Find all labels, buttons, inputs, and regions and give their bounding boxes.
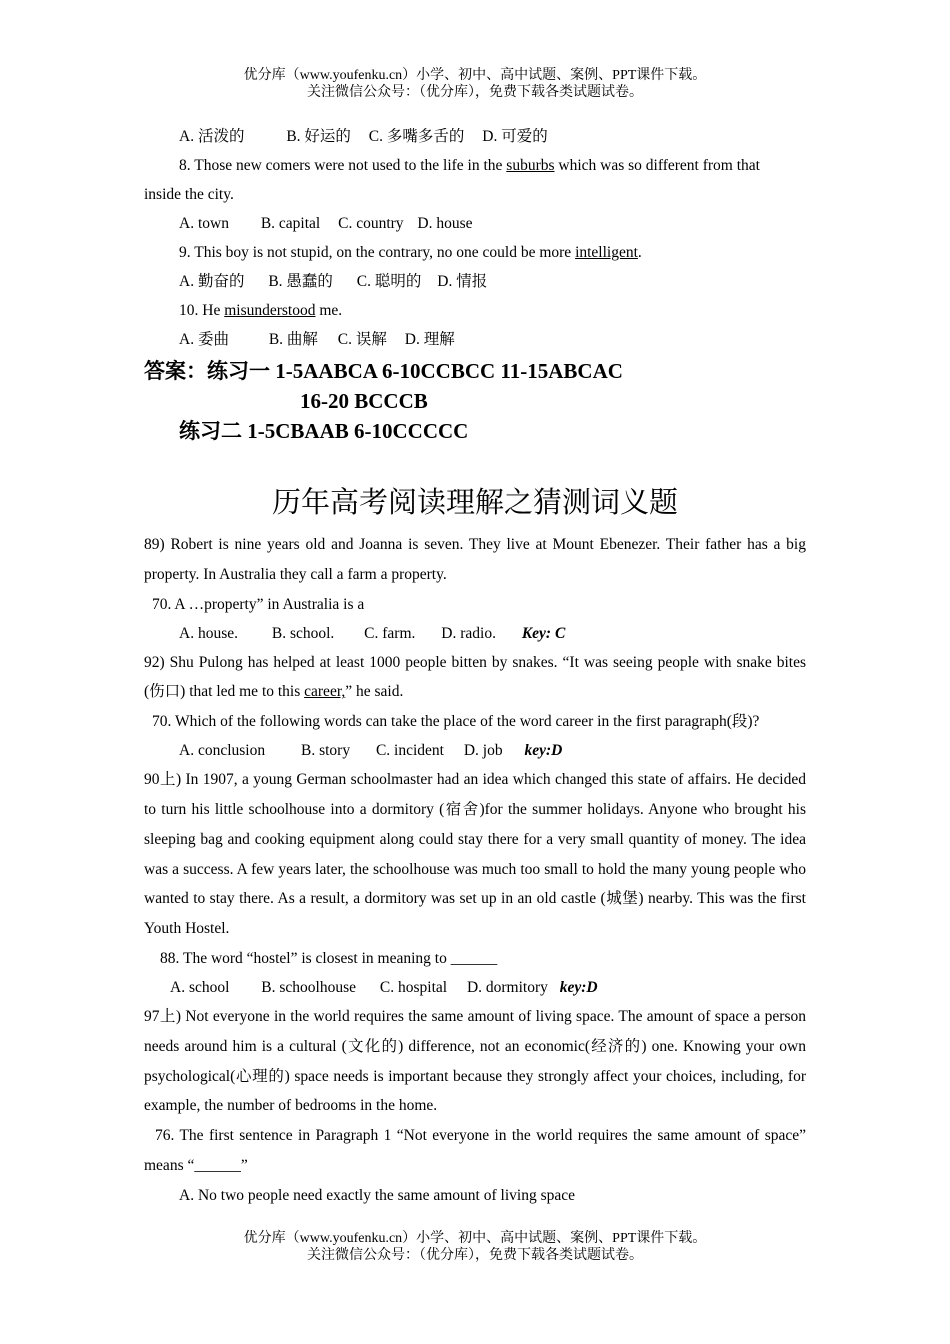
p92-option-a: A. conclusion bbox=[179, 742, 266, 760]
q10-option-d: D. 理解 bbox=[404, 331, 455, 348]
q10-text-pre: 10. He bbox=[179, 302, 225, 319]
document-body bbox=[144, 122, 806, 1210]
section-title: 历年高考阅读理解之猜测词义题 bbox=[271, 485, 678, 519]
q8-option-a: A. town bbox=[179, 215, 229, 232]
q8-option-c: C. country bbox=[338, 215, 404, 232]
footer-line-1: 优分库（www.youfenku.cn）小学、初中、高中试题、案例、PPT课件下载。 bbox=[243, 1231, 707, 1246]
p90-answer-key: key:D bbox=[559, 978, 598, 996]
q9-stem bbox=[144, 238, 806, 267]
q9-option-b: B. 愚蠢的 bbox=[268, 273, 333, 290]
q10-text-post: me. bbox=[315, 302, 343, 319]
passage-90: 90上) In 1907, a young German schoolmaster had an idea which changed this state of affairs. He decided to turn his little schoolhouse into a dormitory (宿舍)for the summer holidays. Anyone who brought his sleeping bag and cooking equipment along could stay there for a very small quantity of money. The idea was a success. A few years later, the schoolhouse was much too small to hold the many young people who wanted to stay there. As a result, a dormitory was set up in an old castle (城堡) nearby. This was the first Youth Hostel. bbox=[144, 771, 806, 938]
passage-97-question: 76. The first sentence in Paragraph 1 “Not everyone in the world requires the same amount of space” means “______” bbox=[144, 1127, 806, 1174]
q8-option-d: D. house bbox=[417, 215, 473, 232]
q9-underlined-word: intelligent bbox=[575, 244, 638, 261]
q8-text-pre: 8. Those new comers were not used to the life in the bbox=[179, 157, 507, 174]
passage-89-question: 70. A …property” in Australia is a bbox=[152, 595, 365, 613]
q8-stem bbox=[144, 151, 806, 180]
p90-option-d: D. dormitory bbox=[466, 978, 548, 996]
p89-option-c: C. farm. bbox=[364, 624, 416, 642]
q10-options bbox=[144, 325, 806, 354]
q9-option-d: D. 情报 bbox=[437, 273, 488, 290]
passage-92 bbox=[144, 648, 806, 708]
q7-option-b: B. 好运的 bbox=[286, 128, 351, 145]
p92-text-pre: 92) Shu Pulong has helped at least 1000 people bitten by snakes. “It was seeing people with snake bites (伤口) that led me to this bbox=[144, 653, 806, 701]
answers-line-3: 练习二 1-5CBAAB 6-10CCCCC bbox=[179, 419, 469, 443]
q10-underlined-word: misunderstood bbox=[224, 302, 316, 319]
q7-options bbox=[144, 122, 806, 151]
passage-89-options bbox=[144, 619, 806, 648]
p92-option-d: D. job bbox=[463, 742, 503, 760]
header-line-1: 优分库（www.youfenku.cn）小学、初中、高中试题、案例、PPT课件下载。 bbox=[243, 68, 707, 83]
passage-92-question: 70. Which of the following words can take the place of the word career in the first paragraph(段)? bbox=[152, 713, 760, 731]
p90-option-c: C. hospital bbox=[379, 978, 448, 996]
p89-option-b: B. school. bbox=[271, 624, 335, 642]
q7-option-c: C. 多嘴多舌的 bbox=[368, 128, 465, 145]
q8-options bbox=[144, 209, 806, 238]
passage-92-options bbox=[144, 736, 806, 765]
q7-option-d: D. 可爱的 bbox=[482, 128, 548, 145]
p89-option-a: A. house. bbox=[179, 624, 238, 642]
p92-answer-key: key:D bbox=[524, 742, 563, 760]
passage-97-option-a: A. No two people need exactly the same amount of living space bbox=[179, 1186, 575, 1204]
q8-text-post: which was so different from that bbox=[554, 157, 760, 174]
passage-89: 89) Robert is nine years old and Joanna is seven. They live at Mount Ebenezer. Their father has a big property. In Australia they call a farm a property. bbox=[144, 536, 806, 583]
q9-text-pre: 9. This boy is not stupid, on the contrary, no one could be more bbox=[179, 244, 576, 261]
p89-answer-key: Key: C bbox=[521, 624, 566, 642]
p92-option-b: B. story bbox=[300, 742, 351, 760]
footer-line-2: 关注微信公众号：（优分库），免费下载各类试题试卷。 bbox=[307, 1248, 643, 1263]
q9-option-a: A. 勤奋的 bbox=[179, 273, 245, 290]
q10-option-b: B. 曲解 bbox=[268, 331, 318, 348]
passage-90-options bbox=[144, 973, 806, 1002]
answers-line-1: 答案：练习一 1-5AABCA 6-10CCBCC 11-15ABCAC bbox=[144, 359, 623, 383]
p92-text-post: ” he said. bbox=[345, 683, 404, 701]
q8-stem-cont: inside the city. bbox=[144, 186, 234, 203]
p90-option-b: B. schoolhouse bbox=[261, 978, 357, 996]
q8-option-b: B. capital bbox=[260, 215, 321, 232]
passage-97: 97上) Not everyone in the world requires the same amount of living space. The amount of space a person needs around him is a cultural (文化的) difference, not an economic(经济的) one. Knowing your own psychological(心理的) space needs is important because they strongly affect your choices, including, for example, the number of bedrooms in the home. bbox=[144, 1007, 806, 1115]
p89-option-d: D. radio. bbox=[441, 624, 496, 642]
p92-underlined-word: career, bbox=[304, 683, 346, 701]
q7-option-a: A. 活泼的 bbox=[179, 128, 245, 145]
passage-90-question: 88. The word “hostel” is closest in meaning to ______ bbox=[160, 949, 498, 967]
p92-option-c: C. incident bbox=[375, 742, 444, 760]
q8-underlined-word: suburbs bbox=[506, 157, 555, 174]
q10-option-a: A. 委曲 bbox=[179, 331, 229, 348]
answers-line-2: 16-20 BCCCB bbox=[300, 389, 428, 413]
q9-option-c: C. 聪明的 bbox=[356, 273, 422, 290]
header-line-2: 关注微信公众号：（优分库），免费下载各类试题试卷。 bbox=[307, 85, 643, 100]
q10-stem bbox=[144, 296, 806, 325]
q9-text-post: . bbox=[637, 244, 642, 261]
q9-options bbox=[144, 267, 806, 296]
page-footer bbox=[0, 1230, 950, 1264]
p90-option-a: A. school bbox=[170, 978, 230, 996]
page-header bbox=[0, 67, 950, 101]
q10-option-c: C. 误解 bbox=[337, 331, 387, 348]
